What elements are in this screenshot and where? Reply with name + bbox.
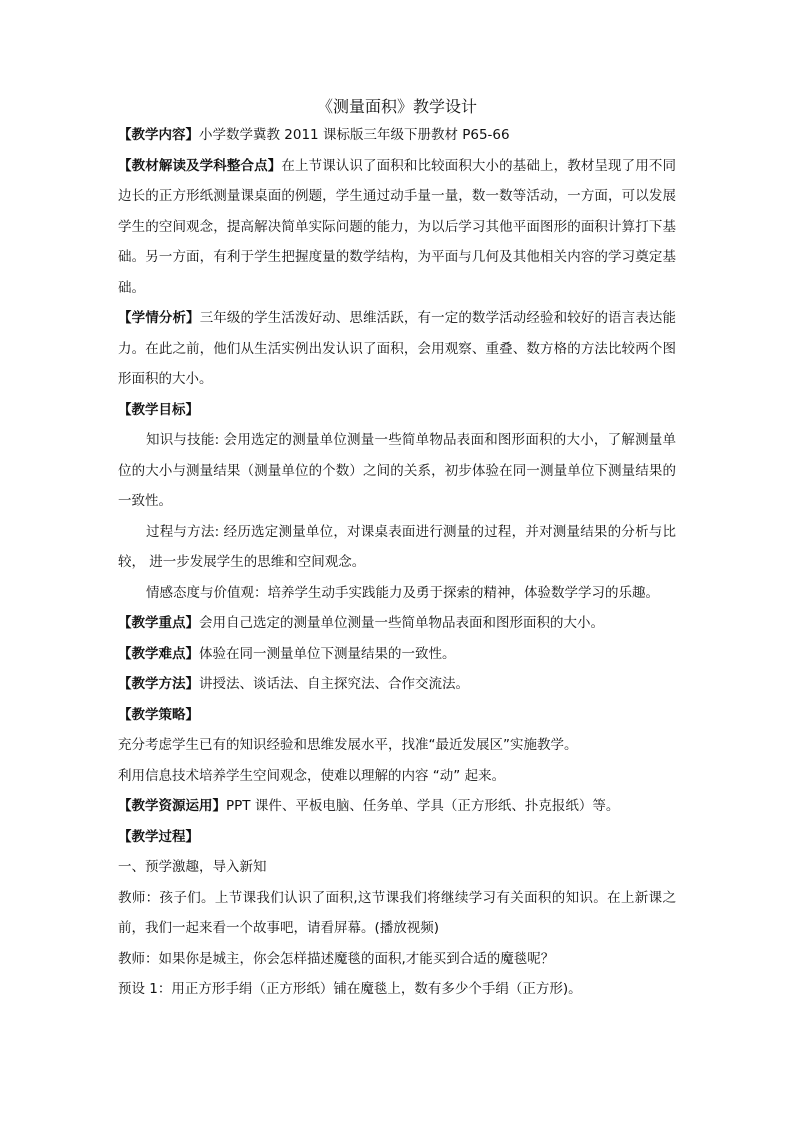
process-heading: 【教学过程】 xyxy=(118,828,199,845)
method-label: 【教学方法】 xyxy=(118,676,199,692)
document-title: 《测量面积》教学设计 xyxy=(316,97,477,116)
difficulty-text: 体验在同一测量单位下测量结果的一致性。 xyxy=(199,645,456,662)
goal-knowledge-skills: 知识与技能: 会用选定的测量单位测量一些简单物品表面和图形面积的大小，了解测量单位的大小与测量结果（测量单位的个数）之间的关系，初步体验在同一测量单位下测量结果的一致性。 xyxy=(118,432,676,509)
teaching-content-label: 【教学内容】 xyxy=(118,127,199,143)
process-step-1: 一、预学激趣，导入新知 xyxy=(118,859,267,875)
document-body xyxy=(118,120,676,1005)
textbook-analysis-label: 【教材解读及学科整合点】 xyxy=(118,157,282,174)
resources-text: PPT 课件、平板电脑、任务单、学具（正方形纸、扑克报纸）等。 xyxy=(226,798,620,814)
strategy-heading: 【教学策略】 xyxy=(118,706,199,723)
key-point-text: 会用自己选定的测量单位测量一些简单物品表面和图形面积的大小。 xyxy=(199,615,604,631)
teacher-line-2: 教师：如果你是城主，你会怎样描述魔毯的面积,才能买到合适的魔毯呢？ xyxy=(118,950,555,967)
resources-label: 【教学资源运用】 xyxy=(118,798,226,814)
method-paragraph xyxy=(118,669,676,700)
difficulty-label: 【教学难点】 xyxy=(118,645,199,662)
student-analysis-paragraph xyxy=(118,303,676,395)
strategy-item-1: 充分考虑学生已有的知识经验和思维发展水平，找准“最近发展区”实施教学。 xyxy=(118,737,578,753)
teaching-content-text: 小学数学冀教 2011 课标版三年级下册教材 P65-66 xyxy=(199,127,510,143)
preset-1: 预设 1：用正方形手绢（正方形纸）铺在魔毯上，数有多少个手绢（正方形)。 xyxy=(118,981,582,997)
strategy-item-2: 利用信息技术培养学生空间观念，使难以理解的内容 “动” 起来。 xyxy=(118,767,506,784)
goal-attitude-values: 情感态度与价值观：培养学生动手实践能力及勇于探索的精神，体验数学学习的乐趣。 xyxy=(146,584,659,601)
key-point-label: 【教学重点】 xyxy=(118,615,199,631)
textbook-analysis-paragraph xyxy=(118,151,676,304)
resources-paragraph xyxy=(118,791,676,822)
teacher-line-1: 教师：孩子们。上节课我们认识了面积,这节课我们将继续学习有关面积的知识。在上新课之前，我们一起来看一个故事吧，请看屏幕。(播放视频) xyxy=(118,889,676,936)
student-analysis-label: 【学情分析】 xyxy=(118,310,200,326)
student-analysis-text: 三年级的学生活泼好动、思维活跃，有一定的数学活动经验和较好的语言表达能力。在此之前，他们从生活实例出发认识了面积，会用观察、重叠、数方格的方法比较两个图形面积的大小。 xyxy=(118,310,677,387)
method-text: 讲授法、谈话法、自主探究法、合作交流法。 xyxy=(199,676,469,692)
goal-process-methods: 过程与方法: 经历选定测量单位，对课桌表面进行测量的过程，并对测量结果的分析与比较， 进一步发展学生的思维和空间观念。 xyxy=(118,523,676,570)
textbook-analysis-text: 在上节课认识了面积和比较面积大小的基础上，教材呈现了用不同边长的正方形纸测量课桌面的例题，学生通过动手量一量，数一数等活动，一方面，可以发展学生的空间观念，提高解决简单实际问题的能力，为以后学习其他平面图形的面积计算打下基础。另一方面，有利于学生把握度量的数学结构，为平面与几何及其他相关内容的学习奠定基础。 xyxy=(118,157,677,296)
teaching-goals-heading: 【教学目标】 xyxy=(118,401,199,418)
difficulty-paragraph xyxy=(118,639,676,670)
teaching-content-paragraph xyxy=(118,120,676,151)
key-point-paragraph xyxy=(118,608,676,639)
